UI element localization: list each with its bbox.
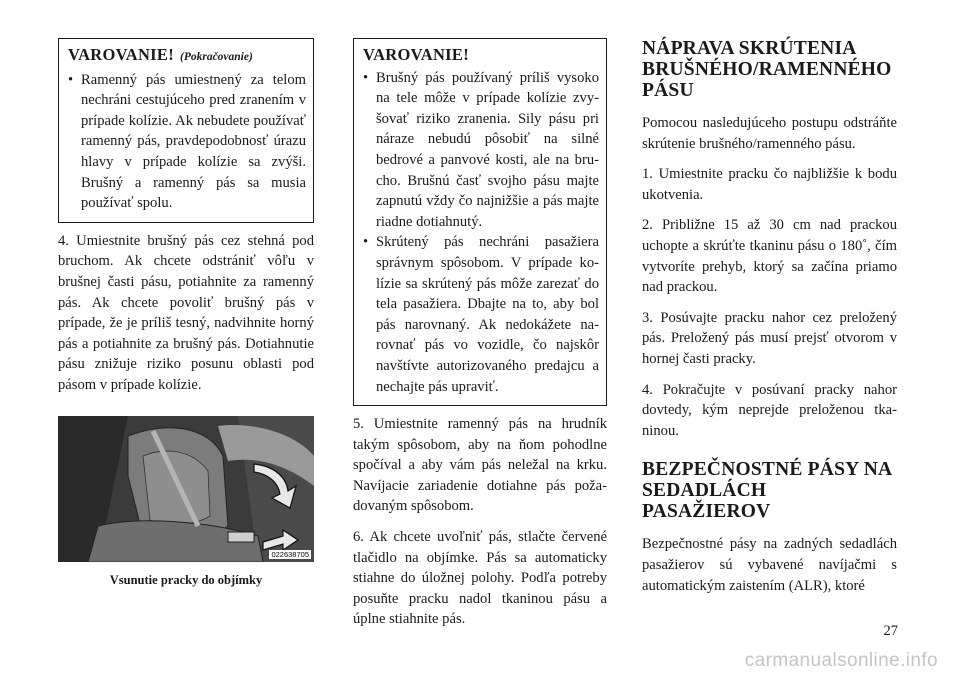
warning-box (353, 38, 607, 406)
column-right (642, 38, 897, 606)
step-paragraph: 4. Pokračujte v posúvaní pracky nahor dovtedy, kým neprejde preloženou tkaninou. (642, 381, 897, 439)
warning-subtitle: (Pokračovanie) (180, 51, 253, 63)
warning-item: • Brušný pás používaný príliš vysoko na tele môže v prípade kolízie zvyšovať riziko zranenia. Sily pásu pri náraze nebudú pôsobiť na silné bedrové a panvové kosti, ale na brucho. Brušnú časť svojho pásu majte zapnutú vždy čo najnižšie a pás majte riadne dotiahnutý. (363, 68, 599, 233)
warning-title: VAROVANIE! (363, 45, 469, 64)
figure-code: 022638705 (271, 549, 309, 559)
step-paragraph: 1. Umiestnite pracku čo najbližšie k bodu ukotvenia. (642, 166, 897, 203)
section-heading-passenger-belts: BEZPEČNOSTNÉ PÁSY NA SEDADLÁCH PASAŽIEROV (642, 459, 892, 523)
passenger-belts-paragraph: Bezpečnostné pásy na zadných sedadlách pasažierov sú vybavené navíjačmi s automatickým zaistením (ALR), ktoré (642, 536, 897, 594)
column-middle (353, 38, 607, 640)
warning-list (363, 68, 599, 398)
warning-item: • Skrútený pás nechráni pasažiera správnym spôsobom. V prípade kolízie sa skrútený pás môže zarezať do tela pasažiera. Dbajte na to, aby bol pás narovnaný. Ak nedokážete narovnať pás vo vozidle, čo najskôr navštívte autorizovaného predajcu a nechajte pás upraviť. (363, 232, 599, 397)
step-paragraph: 2. Približne 15 až 30 cm nad prackou uchopte a skrúťte tkaninu pásu o 180˚, čím vytvoríte prehyb, ktorý sa začína priamo nad prackou. (642, 217, 897, 296)
page-number: 27 (883, 623, 898, 639)
column-left (58, 38, 314, 590)
buckle-illustration (58, 416, 314, 562)
step-5-paragraph: 5. Umiestnite ramenný pás na hrudník takým spôsobom, aby na ňom pohodlne spočíval a aby vám pás neležal na krku. Navíjacie zariadenie dotiahne pás požadovaným spôsobom. (353, 416, 607, 515)
intro-paragraph: Pomocou nasledujúceho postupu odstráňte skrútenie brušného/ramenného pásu. (642, 115, 897, 152)
warning-box-continued (58, 38, 314, 223)
step-4-paragraph: 4. Umiestnite brušný pás cez stehná pod bruchom. Ak chcete odstrániť vôľu v brušnej časti pásu, potiahnite za ramenný pás. Ak chcete povoliť brušný pás v prípade, že je príliš tesný, nadvihnite horný pás a potiahnite za brušný pás. Dotiahnutie pásu znižuje riziko posunu oblasti pod pásom v prípade kolízie. (58, 232, 314, 393)
seat-belt-buckle-image (58, 416, 314, 562)
warning-list (68, 70, 306, 214)
warning-title: VAROVANIE! (Pokračovanie) (68, 45, 253, 64)
warning-item: • Ramenný pás umiestnený za telom nechráni cestujúceho pred zranením v prípade kolízie. Ak nebudete používať ramenný pás, pravdepodobnosť úrazu hlavy v prípade kolízie sa zvýši. Brušný a ramenný pás sa musia používať spolu. (68, 70, 306, 214)
step-paragraph: 3. Posúvajte pracku nahor cez preložený pás. Preložený pás musí prejsť otvorom v hornej časti pracky. (642, 309, 897, 367)
step-6-paragraph: 6. Ak chcete uvoľniť pás, stlačte červené tlačidlo na objímke. Pás sa automaticky stiahne do úložnej polohy. Podľa potreby posuňte pracku nadol tkaninou pásu a úplne stiahnite pás. (353, 529, 607, 628)
figure-caption: Vsunutie pracky do objímky (109, 572, 263, 587)
section-heading-twist-correction: NÁPRAVA SKRÚTENIA BRUŠNÉHO/RAMENNÉHO PÁSU (642, 38, 892, 101)
watermark: carmanualsonline.info (744, 650, 938, 671)
